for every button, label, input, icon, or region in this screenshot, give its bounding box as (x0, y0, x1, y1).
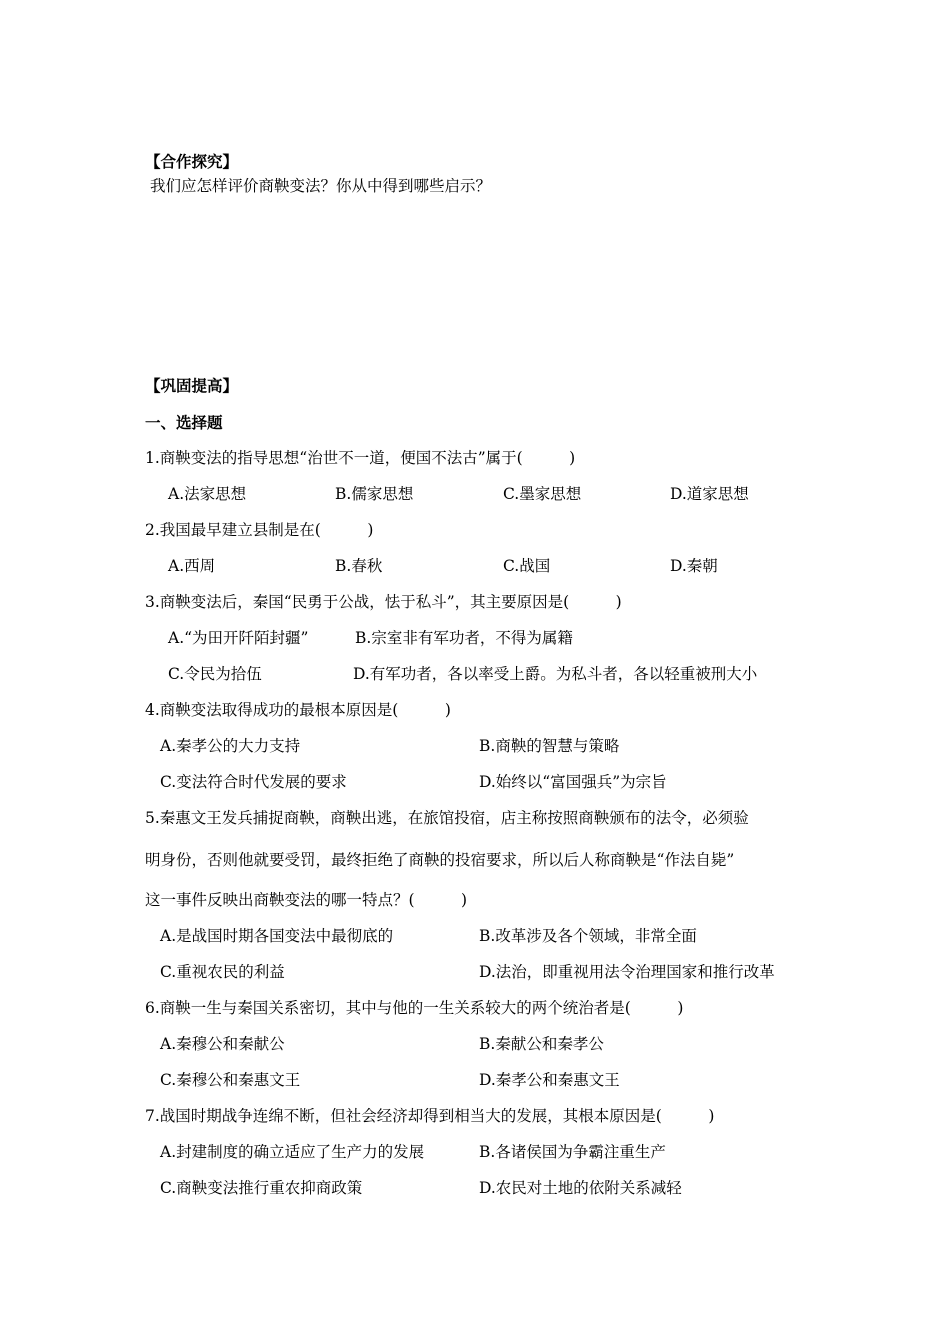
section-heading: 一、选择题 (145, 414, 223, 432)
question-6-option-c: C.秦穆公和秦惠文王 (160, 1071, 301, 1089)
question-4-option-b: B.商鞅的智慧与策略 (479, 737, 620, 755)
question-5-option-b: B.改革涉及各个领域，非常全面 (479, 927, 697, 945)
question-7-option-c: C.商鞅变法推行重农抑商政策 (160, 1179, 363, 1197)
question-6-option-a: A.秦穆公和秦献公 (160, 1035, 285, 1053)
question-7-stem: 7.战国时期战争连绵不断，但社会经济却得到相当大的发展，其根本原因是( ) (145, 1107, 715, 1125)
question-2-option-c: C.战国 (503, 557, 551, 575)
question-7-option-d: D.农民对土地的依附关系减轻 (479, 1179, 682, 1197)
question-3-option-d: D.有军功者，各以率受上爵。为私斗者，各以轻重被刑大小 (353, 665, 758, 683)
question-1-option-b: B.儒家思想 (335, 485, 414, 503)
question-3-stem: 3.商鞅变法后，秦国“民勇于公战，怯于私斗”，其主要原因是( ) (145, 593, 622, 611)
question-5-stem-line-3: 这一事件反映出商鞅变法的哪一特点？( ) (145, 891, 468, 909)
question-5-option-c: C.重视农民的利益 (160, 963, 285, 981)
cooperative-question: 我们应怎样评价商鞅变法？你从中得到哪些启示？ (150, 177, 492, 195)
question-2-option-a: A.西周 (168, 557, 216, 575)
question-2-option-b: B.春秋 (335, 557, 383, 575)
question-5-option-d: D.法治，即重视用法令治理国家和推行改革 (479, 963, 775, 981)
consolidate-title: 【巩固提高】 (145, 377, 239, 395)
question-7-option-a: A.封建制度的确立适应了生产力的发展 (160, 1143, 425, 1161)
question-6-option-b: B.秦献公和秦孝公 (479, 1035, 604, 1053)
question-1-option-a: A.法家思想 (168, 485, 247, 503)
question-1-stem: 1.商鞅变法的指导思想“治世不一道，便国不法古”属于( ) (145, 449, 576, 467)
question-5-option-a: A.是战国时期各国变法中最彻底的 (160, 927, 394, 945)
question-6-option-d: D.秦孝公和秦惠文王 (479, 1071, 620, 1089)
question-4-option-a: A.秦孝公的大力支持 (160, 737, 301, 755)
question-6-stem: 6.商鞅一生与秦国关系密切，其中与他的一生关系较大的两个统治者是( ) (145, 999, 684, 1017)
question-4-stem: 4.商鞅变法取得成功的最根本原因是( ) (145, 701, 451, 719)
question-1-option-c: C.墨家思想 (503, 485, 582, 503)
question-4-option-d: D.始终以“富国强兵”为宗旨 (479, 773, 667, 791)
cooperative-title: 【合作探究】 (145, 153, 239, 171)
question-3-option-a: A.“为田开阡陌封疆” (168, 629, 309, 647)
question-3-option-b: B.宗室非有军功者，不得为属籍 (355, 629, 573, 647)
question-1-option-d: D.道家思想 (670, 485, 749, 503)
question-4-option-c: C.变法符合时代发展的要求 (160, 773, 347, 791)
question-2-option-d: D.秦朝 (670, 557, 718, 575)
question-5-stem-line-2: 明身份，否则他就要受罚，最终拒绝了商鞅的投宿要求，所以后人称商鞅是“作法自毙” (145, 851, 735, 869)
question-5-stem-line-1: 5.秦惠文王发兵捕捉商鞅，商鞅出逃，在旅馆投宿，店主称按照商鞅颁布的法令，必须验 (145, 809, 749, 827)
question-7-option-b: B.各诸侯国为争霸注重生产 (479, 1143, 666, 1161)
question-2-stem: 2.我国最早建立县制是在( ) (145, 521, 374, 539)
question-3-option-c: C.令民为拾伍 (168, 665, 262, 683)
